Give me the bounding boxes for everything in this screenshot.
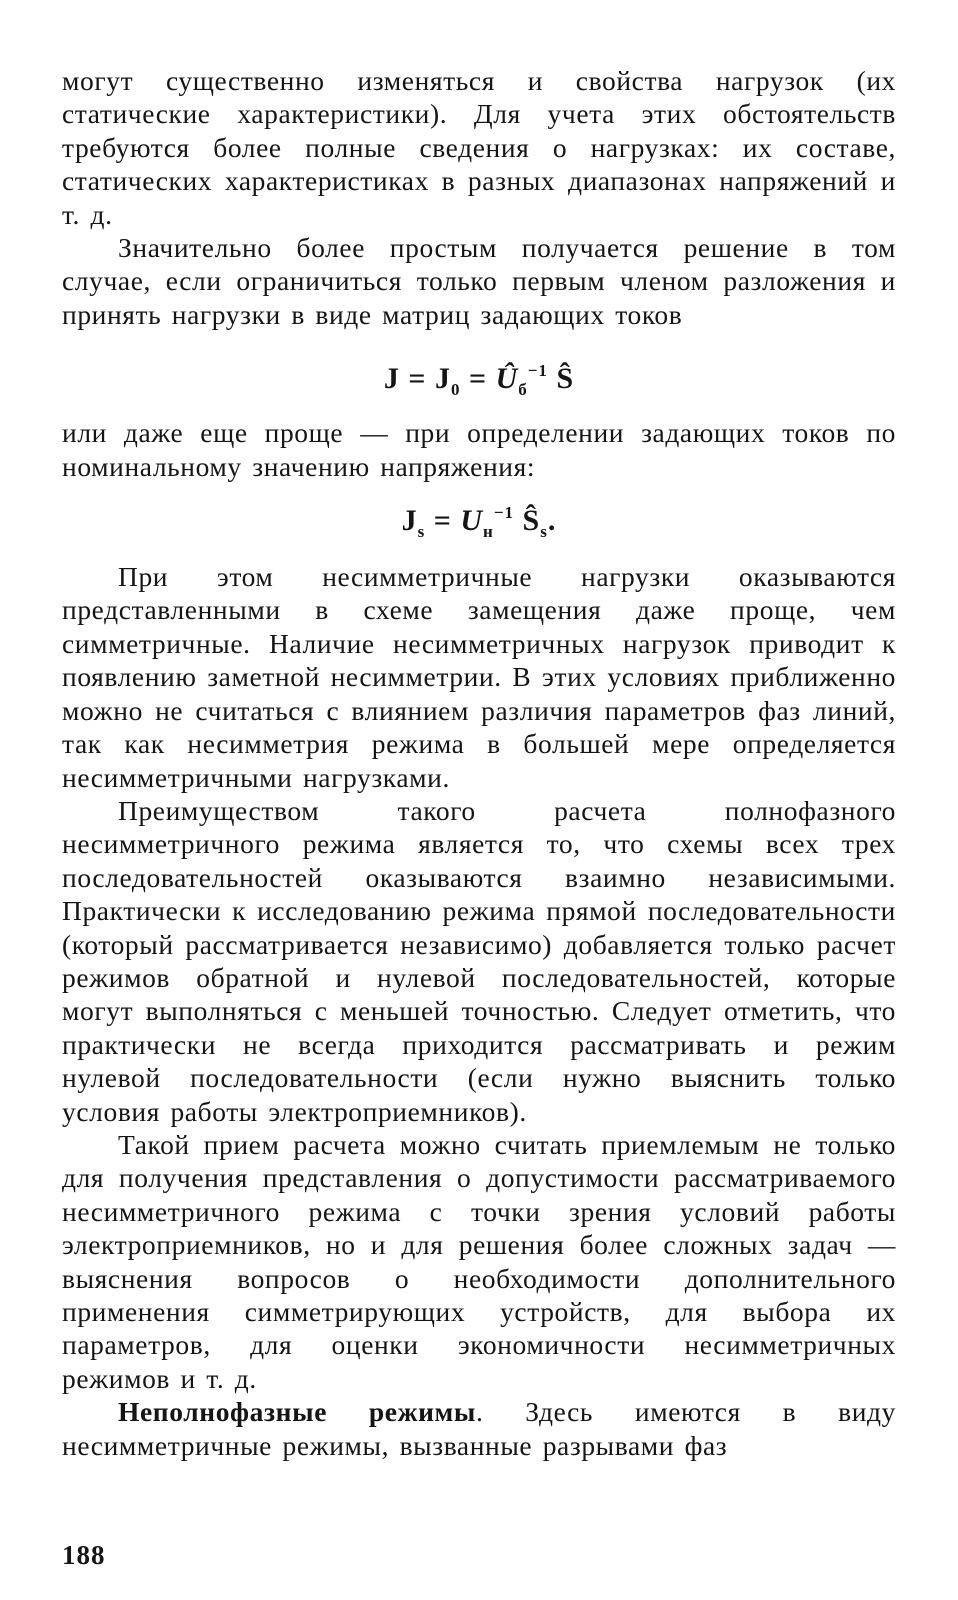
- paragraph-simplified-solution: Значительно более простым получается решение в том случае, если ограничиться только первым членом разложения и принять нагрузки в виде матриц задающих токов: [62, 232, 896, 330]
- section-heading-inline: Неполнофазные режимы: [118, 1396, 476, 1428]
- paragraph-continuation: могут существенно изменяться и свойства нагрузок (их статические характеристики). Для учета этих обстоятельств требуются более полные сведения о нагрузках: их составе, статических характеристиках в разных диапазонах напряжений и т. д.: [62, 65, 896, 230]
- formula-voltage: U: [460, 504, 484, 538]
- formula-end: .: [547, 504, 557, 538]
- paragraph-open-phase-modes: [62, 1395, 896, 1462]
- formula-voltage-subscript: б: [518, 380, 528, 400]
- formula-nominal-currents: [62, 493, 896, 552]
- page-number: 188: [62, 1540, 106, 1570]
- paragraph-advantages: Преимуществом такого расчета полнофазного несимметричного режима является то, что схемы всех трех последовательностей оказываются взаимно независимыми. Практически к исследованию режима прямой последовательности (который рассматривается независимо) добавляется только расчет режимов обратной и нулевой последовательностей, которые могут выполняться с меньшей точностью. Следует отметить, что практически не всегда приходится рассматривать и режим нулевой последовательности (если нужно выяснить только условия работы электроприемников).: [62, 794, 896, 1127]
- paragraph-asymmetric-loads: При этом несимметричные нагрузки оказываются представленными в схеме замещения даже проще, чем симметричные. Наличие несимметричных нагрузок приводит к появлению заметной несимметрии. В этих условиях приближенно можно не считаться с влиянием различия параметров фаз линий, так как несимметрия режима в большей мере определяется несимметричными нагрузками.: [62, 561, 896, 793]
- paragraph-nominal-voltage: или даже еще проще — при определении задающих токов по номинальному значению напряжения:: [62, 417, 896, 482]
- formula-power: Ŝ: [547, 362, 575, 396]
- formula-power-subscript: s: [540, 522, 548, 542]
- formula-eq: =: [399, 362, 435, 396]
- formula-eq: =: [460, 362, 496, 396]
- formula-load-currents: [62, 351, 896, 410]
- paragraph-text: . Здесь имеются в виду несимметричные режимы, вызванные разрывами фаз: [62, 1396, 896, 1461]
- formula-j0-subscript: 0: [450, 380, 461, 400]
- formula-j0: J: [434, 362, 451, 396]
- formula-voltage: Û: [495, 362, 519, 396]
- formula-current-subscript: s: [417, 522, 426, 542]
- formula-voltage-subscript: н: [483, 522, 494, 542]
- formula-eq: =: [425, 504, 461, 538]
- formula-voltage-exponent: −1: [493, 503, 515, 523]
- formula-voltage-exponent: −1: [527, 361, 548, 381]
- paragraph-calculation-method: Такой прием расчета можно считать приемлемым не только для получения представления о допустимости рассматриваемого несимметричного режима с точки зрения условий работы электроприемников, но и для решения более сложных задач — выяснения вопросов о необходимости дополнительного применения симметрирующих устройств, для выбора их параметров, для оценки экономичности несимметричных режимов и т. д.: [62, 1128, 896, 1394]
- formula-current: J: [401, 504, 418, 538]
- formula-power: Ŝ: [514, 504, 541, 538]
- formula-lhs: J: [383, 362, 400, 396]
